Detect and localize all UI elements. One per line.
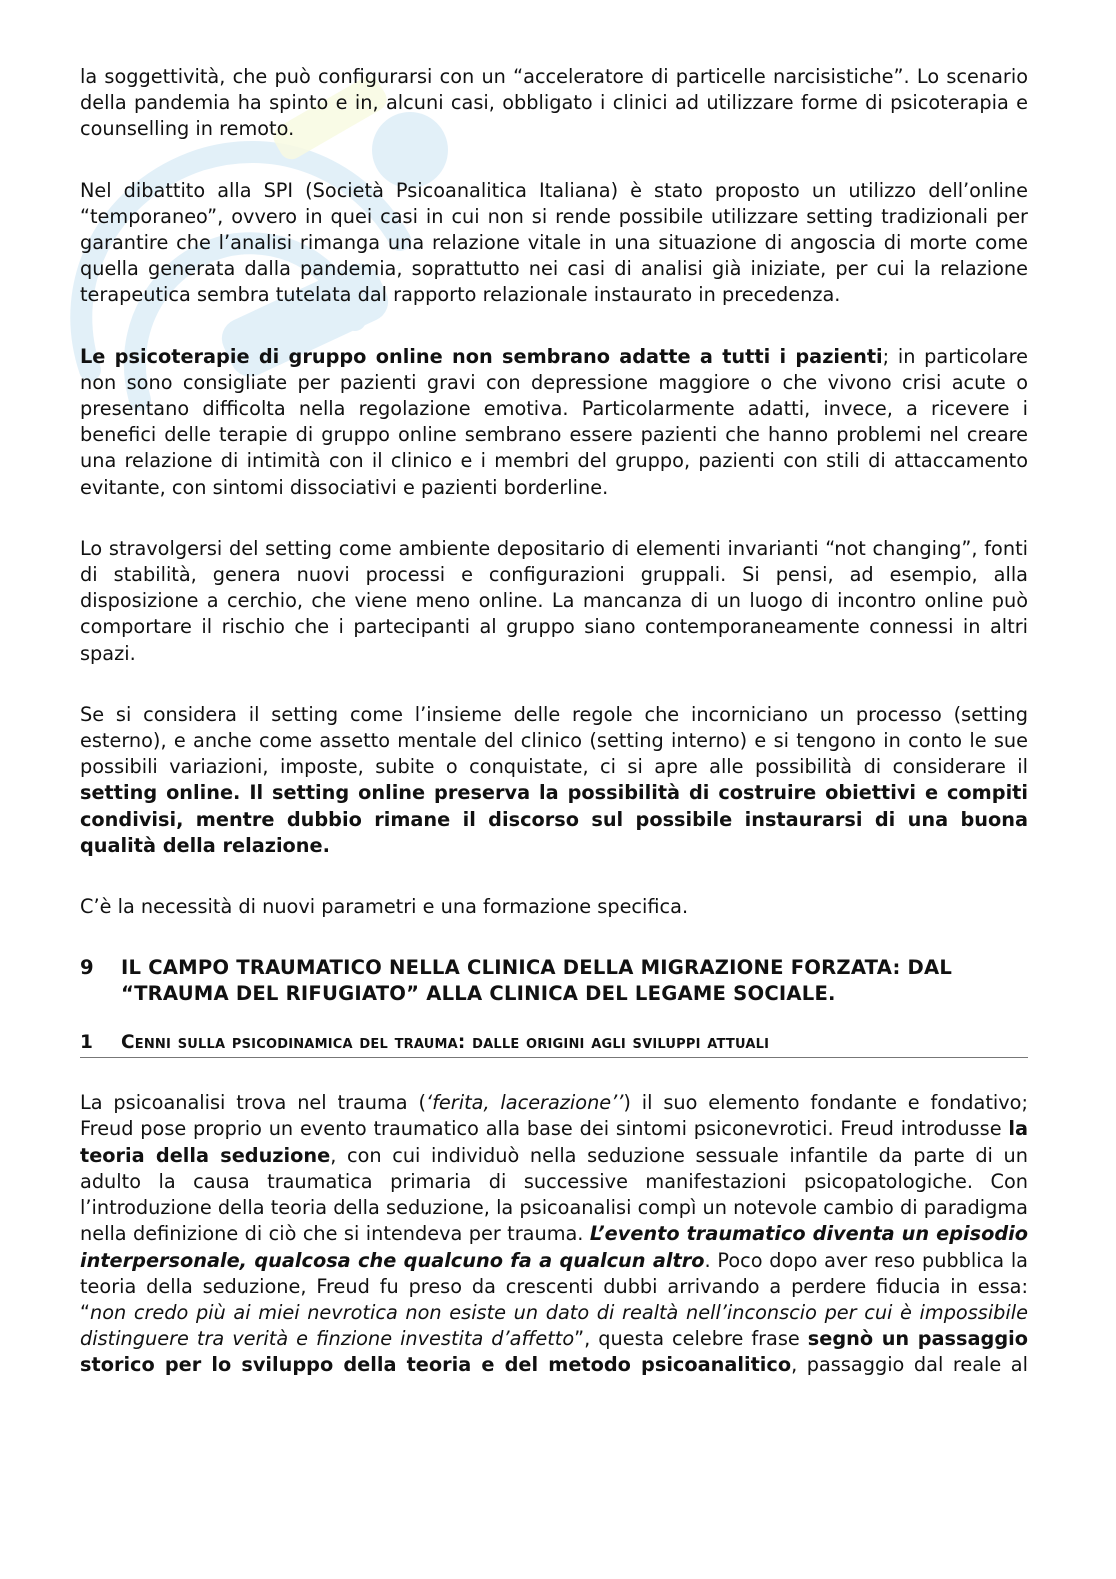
paragraph-text: La psicoanalisi trova nel trauma ( <box>80 1091 426 1115</box>
paragraph-new-parameters <box>80 894 1028 920</box>
section-heading <box>80 1031 1028 1058</box>
paragraph-text: Nel dibattito alla SPI (Società Psicoanalitica Italiana) è stato proposto un utilizzo dell’online “temporaneo”, ovvero in quei casi in cui non si rende possibile utilizzare setting tradizionali per garantire che l’analisi rimanga una relazione vitale in una situazione di angoscia di morte come quella generata dalla pandemia, soprattutto nei casi di analisi già iniziate, per cui la relazione terapeutica sembra tutelata dal rapporto relazionale instaurato in precedenza. <box>80 178 1028 307</box>
paragraph-text: . Poco dopo aver reso pubblica la teoria della seduzione, Freud fu preso da crescenti dubbi arrivando a perdere fiducia in essa: “ <box>80 1248 1028 1324</box>
paragraph-bold-italic-inner: L’evento traumatico diventa un episodio interpersonale, qualcosa che qualcuno fa a qualcun altro <box>80 1222 1029 1272</box>
section-number: 1 <box>80 1032 93 1054</box>
paragraph-group-therapy <box>80 344 1028 501</box>
paragraph-text: Se si considera il setting come l’insieme delle regole che incorniciano un processo (setting esterno), e anche come assetto mentale del clinico (setting interno) e si tengono in conto le sue possibili variazioni, imposte, subite o conquistate, ci si apre alle possibilità di considerare il <box>80 702 1028 779</box>
paragraph-text: la soggettività, che può configurarsi con un “acceleratore di particelle narcisistiche”. Lo scenario della pandemia ha spinto e in, alcuni casi, obbligato i clinici ad utilizzare forme di psicoterapia e counselling in remoto. <box>80 65 1028 141</box>
paragraph-spi-debate <box>80 178 1028 309</box>
paragraph-trauma-origins <box>80 1090 1028 1378</box>
chapter-heading <box>80 955 1028 1007</box>
paragraph-bold-text: Le psicoterapie di gruppo online non sembrano adatte a tutti i pazienti <box>80 344 883 368</box>
document-page <box>80 64 1028 1379</box>
paragraph-online-setting <box>80 702 1028 859</box>
paragraph-text: ”, questa celebre frase <box>574 1327 808 1351</box>
paragraph-text: , passaggio dal reale al <box>791 1353 1028 1377</box>
chapter-title: IL CAMPO TRAUMATICO NELLA CLINICA DELLA MIGRAZIONE FORZATA: DAL “TRAUMA DEL RIFUGIATO” ALLA CLINICA DEL LEGAME SOCIALE. <box>121 956 953 1006</box>
paragraph-text: C’è la necessità di nuovi parametri e una formazione specifica. <box>80 895 689 919</box>
paragraph-narcissism <box>80 64 1028 143</box>
paragraph-italic-text: ‘ferita, lacerazione’’ <box>426 1091 624 1115</box>
paragraph-text: ; in particolare non sono consigliate per pazienti gravi con depressione maggiore o che vivono crisi acute o presentano difficolta nella regolazione emotiva. Particolarmente adatti, invece, a ricevere i benefici delle terapie di gruppo online sembrano essere pazienti che hanno problemi nel creare una relazione di intimità con il clinico e i membri del gruppo, pazienti con stili di attaccamento evitante, con sintomi dissociativi e pazienti borderline. <box>80 344 1028 499</box>
paragraph-setting-change <box>80 536 1028 667</box>
paragraph-italic-quote: non credo più ai miei nevrotica non esiste un dato di realtà nell’inconscio per cui è impossibile distinguere tra verità e finzione investita d’affetto <box>80 1300 1028 1351</box>
paragraph-bold-text: segnò un passaggio storico per lo sviluppo della teoria e del metodo psicoanalitico <box>80 1327 1028 1377</box>
paragraph-text: ) il suo elemento fondante e fondativo; Freud pose proprio un evento traumatico alla base dei sintomi psiconevrotici. Freud introdusse <box>80 1091 1028 1141</box>
paragraph-bold-text: setting online. Il setting online preserva la possibilità di costruire obiettivi e compiti condivisi, mentre dubbio rimane il discorso sul possibile instaurarsi di una buona qualità della relazione. <box>80 781 1028 857</box>
chapter-number: 9 <box>80 956 94 980</box>
section-title: Cenni sulla psicodinamica del trauma: dalle origini agli sviluppi attuali <box>121 1032 770 1054</box>
paragraph-text: , con cui individuò nella seduzione sessuale infantile da parte di un adulto la causa traumatica primaria di successive manifestazioni psicopatologiche. Con l’introduzione della teoria della seduzione, la psicoanalisi compì un notevole cambio di paradigma nella definizione di ciò che si intendeva per trauma. <box>80 1143 1028 1246</box>
paragraph-text: Lo stravolgersi del setting come ambiente depositario di elementi invarianti “not changing”, fonti di stabilità, genera nuovi processi e configurazioni gruppali. Si pensi, ad esempio, alla disposizione a cerchio, che viene meno online. La mancanza di un luogo di incontro online può comportare il rischio che i partecipanti al gruppo siano contemporaneamente connessi in altri spazi. <box>80 536 1028 665</box>
paragraph-bold-text: la teoria della seduzione <box>80 1117 1028 1167</box>
